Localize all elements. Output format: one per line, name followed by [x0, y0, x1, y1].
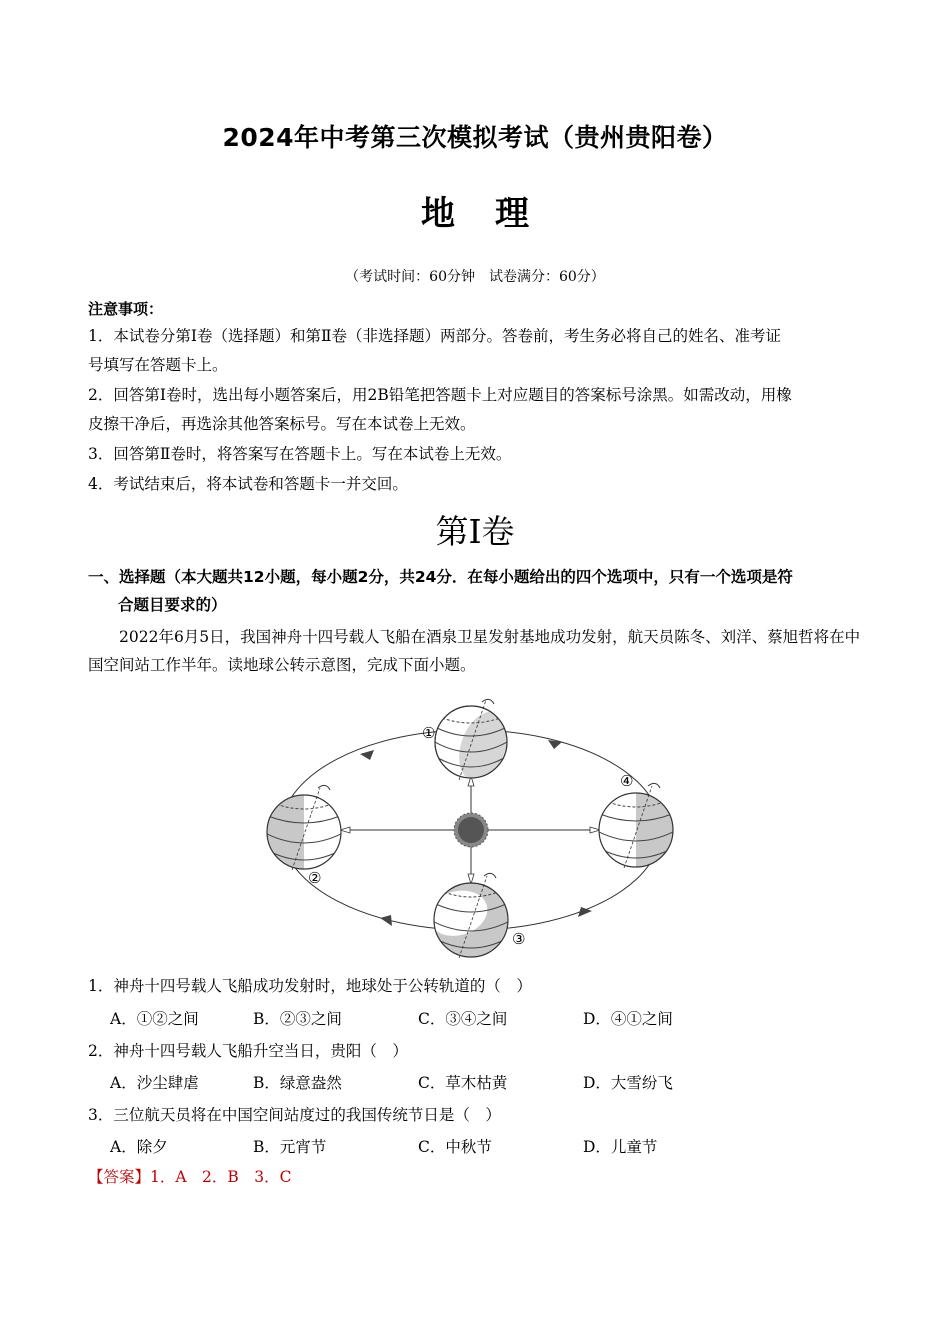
notice-heading: 注意事项： — [88, 300, 164, 318]
label-2: ② — [308, 869, 322, 887]
notice-line: 号填写在答题卡上。 — [88, 356, 228, 374]
q3-option-a: A．除夕 — [110, 1138, 168, 1156]
section-heading — [88, 563, 868, 619]
notice-line: 1．本试卷分第Ⅰ卷（选择题）和第Ⅱ卷（非选择题）两部分。答卷前，考生务必将自己的姓名、准考证 — [88, 327, 782, 345]
section-line-2: 合题目要求的） — [118, 596, 227, 614]
subject-title: 地理 — [421, 194, 569, 234]
q2-option-b: B．绿意盎然 — [253, 1074, 342, 1092]
q3-option-c: C．中秋节 — [418, 1138, 492, 1156]
answer-key: 【答案】1．A 2．B 3．C — [88, 1168, 292, 1186]
label-1: ① — [422, 724, 436, 742]
exam-info: （考试时间：60分钟 试卷满分：60分） — [345, 269, 605, 285]
earth-position-4 — [599, 783, 673, 868]
q2-option-d: D．大雪纷飞 — [583, 1074, 673, 1092]
question-3-stem: 3．三位航天员将在中国空间站度过的我国传统节日是（ ） — [88, 1106, 501, 1124]
q3-option-d: D．儿童节 — [583, 1138, 658, 1156]
label-4: ④ — [620, 772, 634, 790]
section-line-1: 一、选择题（本大题共12小题，每小题2分，共24分．在每小题给出的四个选项中，只有一个选项是符 — [88, 568, 793, 586]
notice-line: 2．回答第Ⅰ卷时，选出每小题答案后，用2B铅笔把答题卡上对应题目的答案标号涂黑。如需改动，用橡 — [88, 386, 792, 404]
earth-revolution-diagram — [262, 692, 682, 962]
q3-option-b: B．元宵节 — [253, 1138, 327, 1156]
volume-title: 第Ⅰ卷 — [435, 512, 515, 551]
question-1-stem: 1．神舟十四号载人飞船成功发射时，地球处于公转轨道的（ ） — [88, 977, 532, 995]
notice-line: 4．考试结束后，将本试卷和答题卡一并交回。 — [88, 475, 408, 493]
q1-option-c: C．③④之间 — [418, 1010, 508, 1028]
orbit-arrow — [380, 915, 392, 926]
q2-option-a: A．沙尘肆虐 — [110, 1074, 199, 1092]
reading-passage: 2022年6月5日，我国神舟十四号载人飞船在酒泉卫星发射基地成功发射，航天员陈冬、刘洋、蔡旭哲将在中国空间站工作半年。读地球公转示意图，完成下面小题。 — [88, 628, 861, 674]
earth-position-3 — [423, 873, 508, 958]
earth-position-2 — [267, 785, 341, 870]
orbit-arrow — [360, 750, 374, 760]
label-3: ③ — [512, 930, 526, 948]
q1-option-a: A．①②之间 — [110, 1010, 199, 1028]
notice-line: 3．回答第Ⅱ卷时，将答案写在答题卡上。写在本试卷上无效。 — [88, 445, 512, 463]
q1-option-b: B．②③之间 — [253, 1010, 342, 1028]
page-title: 2024年中考第三次模拟考试（贵州贵阳卷） — [222, 123, 728, 152]
q2-option-c: C．草木枯黄 — [418, 1074, 508, 1092]
question-2-stem: 2．神舟十四号载人飞船升空当日，贵阳（ ） — [88, 1042, 408, 1060]
sun-icon — [454, 813, 488, 847]
q1-option-d: D．④①之间 — [583, 1010, 673, 1028]
notice-line: 皮擦干净后，再选涂其他答案标号。写在本试卷上无效。 — [88, 415, 476, 433]
earth-position-1 — [435, 699, 516, 787]
